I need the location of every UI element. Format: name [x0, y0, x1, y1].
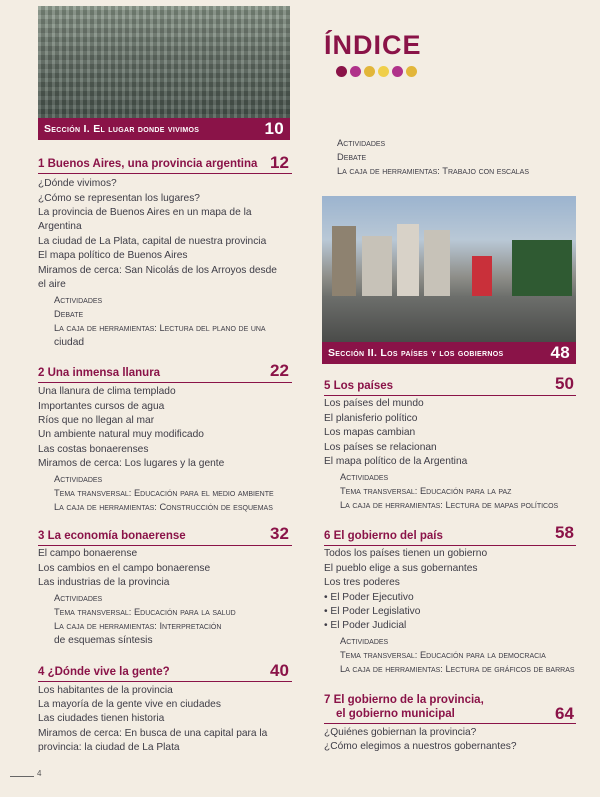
- sub-item: La caja de herramientas: Lectura de gráficos de barras: [340, 664, 575, 674]
- section-2-label: Sección II. Los países y los gobiernos: [328, 347, 504, 359]
- list-item: Una llanura de clima templado: [38, 386, 176, 397]
- list-item: El mapa político de la Argentina: [324, 456, 468, 467]
- list-item: el aire: [38, 279, 66, 290]
- list-item: Los cambios en el campo bonaerense: [38, 563, 211, 574]
- list-item: Los habitantes de la provincia: [38, 685, 173, 696]
- sub-item: Tema transversal: Educación para la paz: [340, 486, 512, 496]
- list-item: ¿Cómo se representan los lugares?: [38, 193, 200, 204]
- section-1-banner[interactable]: [38, 118, 290, 140]
- sub-item: Actividades: [340, 636, 389, 646]
- top-debate: Debate: [337, 152, 367, 162]
- sub-item: Actividades: [54, 295, 103, 305]
- dot-icon: [392, 66, 403, 77]
- list-item: Argentina: [38, 221, 82, 232]
- chapter-1-title[interactable]: 1 Buenos Aires, una provincia argentina: [38, 158, 258, 170]
- list-item: Los países del mundo: [324, 398, 424, 409]
- section-1-page: 10: [264, 119, 284, 138]
- list-item: Las ciudades tienen historia: [38, 713, 165, 724]
- sub-item: Debate: [54, 309, 84, 319]
- chapter-5-page: 50: [555, 374, 574, 393]
- chapter-1-rule: [38, 173, 292, 174]
- section-2-banner[interactable]: [322, 342, 576, 364]
- sub-item: Actividades: [340, 472, 389, 482]
- dot-icon: [364, 66, 375, 77]
- chapter-4-title[interactable]: 4 ¿Dónde vive la gente?: [38, 666, 170, 678]
- list-item: Los mapas cambian: [324, 427, 416, 438]
- section-1-label: Sección I. El lugar donde vivimos: [44, 123, 200, 135]
- chapter-7-rule: [324, 723, 576, 724]
- sub-item: La caja de herramientas: Lectura del plano de una: [54, 323, 266, 333]
- list-item: Un ambiente natural muy modificado: [38, 429, 204, 440]
- section-2-page: 48: [550, 343, 570, 362]
- dot-icon: [378, 66, 389, 77]
- list-item: Miramos de cerca: En busca de una capital para la: [38, 728, 268, 739]
- sub-item: La caja de herramientas: Construcción de esquemas: [54, 502, 273, 512]
- sub-item: La caja de herramientas: Interpretación: [54, 621, 222, 631]
- chapter-2-rule: [38, 382, 292, 383]
- sub-item: ciudad: [54, 337, 85, 348]
- list-item: ¿Cómo elegimos a nuestros gobernantes?: [324, 741, 517, 752]
- list-item: La mayoría de la gente vive en ciudades: [38, 699, 221, 710]
- list-item: • El Poder Legislativo: [324, 606, 421, 617]
- sub-item: Tema transversal: Educación para la democracia: [340, 650, 546, 660]
- chapter-3-page: 32: [270, 524, 289, 543]
- city-street-photo: [322, 196, 576, 342]
- chapter-4-page: 40: [270, 661, 289, 680]
- chapter-7-title-line2[interactable]: el gobierno municipal: [336, 708, 455, 720]
- list-item: Importantes cursos de agua: [38, 401, 165, 412]
- list-item: La provincia de Buenos Aires en un mapa de la: [38, 207, 252, 218]
- dot-icon: [406, 66, 417, 77]
- chapter-7-page: 64: [555, 704, 574, 723]
- top-caja: La caja de herramientas: Trabajo con escalas: [337, 166, 530, 176]
- list-item: La ciudad de La Plata, capital de nuestra provincia: [38, 236, 267, 247]
- list-item: Las costas bonaerenses: [38, 444, 149, 455]
- chapter-3-title[interactable]: 3 La economía bonaerense: [38, 530, 186, 542]
- list-item: El pueblo elige a sus gobernantes: [324, 563, 478, 574]
- list-item: • El Poder Judicial: [324, 620, 407, 631]
- list-item: ¿Quiénes gobiernan la provincia?: [324, 727, 477, 738]
- chapter-1-page: 12: [270, 153, 289, 172]
- sub-item: Tema transversal: Educación para la salud: [54, 607, 236, 617]
- chapter-6-page: 58: [555, 523, 574, 542]
- chapter-7-title-line1[interactable]: 7 El gobierno de la provincia,: [324, 694, 484, 706]
- list-item: Los tres poderes: [324, 577, 400, 588]
- list-item: • El Poder Ejecutivo: [324, 592, 414, 603]
- chapter-3-rule: [38, 545, 292, 546]
- footer-rule: [10, 776, 34, 777]
- decorative-dots: [336, 66, 417, 77]
- page-number: 4: [37, 769, 42, 778]
- chapter-2-page: 22: [270, 361, 289, 380]
- chapter-4-rule: [38, 681, 292, 682]
- sub-item: Tema transversal: Educación para el medio ambiente: [54, 488, 274, 498]
- list-item: Miramos de cerca: San Nicolás de los Arroyos desde: [38, 265, 277, 276]
- list-item: Los países se relacionan: [324, 442, 437, 453]
- list-item: Miramos de cerca: Los lugares y la gente: [38, 458, 225, 469]
- list-item: El mapa político de Buenos Aires: [38, 250, 188, 261]
- sub-item: Actividades: [54, 474, 103, 484]
- chapter-6-rule: [324, 545, 576, 546]
- list-item: El planisferio político: [324, 413, 418, 424]
- sub-item: Actividades: [54, 593, 103, 603]
- list-item: Ríos que no llegan al mar: [38, 415, 155, 426]
- sub-item: de esquemas síntesis: [54, 635, 153, 646]
- list-item: Todos los países tienen un gobierno: [324, 548, 488, 559]
- list-item: El campo bonaerense: [38, 548, 138, 559]
- list-item: provincia: la ciudad de La Plata: [38, 742, 180, 753]
- list-item: ¿Dónde vivimos?: [38, 178, 117, 189]
- list-item: Las industrias de la provincia: [38, 577, 170, 588]
- chapter-5-rule: [324, 395, 576, 396]
- top-actividades: Actividades: [337, 138, 386, 148]
- index-title: ÍNDICE: [324, 30, 422, 60]
- chapter-5-title[interactable]: 5 Los países: [324, 380, 394, 392]
- city-aerial-photo: [38, 6, 290, 118]
- dot-icon: [336, 66, 347, 77]
- sub-item: La caja de herramientas: Lectura de mapas políticos: [340, 500, 559, 510]
- dot-icon: [350, 66, 361, 77]
- chapter-6-title[interactable]: 6 El gobierno del país: [324, 530, 443, 542]
- chapter-2-title[interactable]: 2 Una inmensa llanura: [38, 367, 161, 379]
